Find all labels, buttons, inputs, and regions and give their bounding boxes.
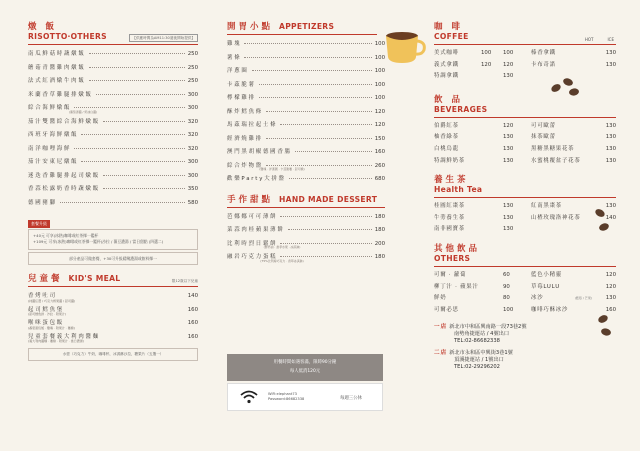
item-price: 80 <box>503 295 510 302</box>
item-price: 120 <box>605 283 616 290</box>
upgrade-box <box>28 229 198 249</box>
item-description: (雞塊 · 洋蔥圈 · 卡茲脆薯 · 起司條) <box>259 167 305 171</box>
notice-line: 每人低消120元 <box>289 369 321 374</box>
right-item <box>525 146 616 156</box>
left-item <box>434 158 525 168</box>
item-price: 130 <box>503 226 514 233</box>
item-price: 100 <box>374 68 385 74</box>
drink-row <box>434 270 616 282</box>
risotto-title-en: RISOTTO‧OTHERS <box>28 32 107 41</box>
dot-leader <box>89 53 185 54</box>
item-price: 300 <box>187 172 198 179</box>
beverages-list <box>434 121 616 167</box>
menu-item <box>28 156 198 170</box>
item-name: 特調拿鐵 <box>434 73 459 80</box>
item-name: 可可歐蕾 <box>531 122 556 129</box>
price-ice: 120 <box>503 61 514 68</box>
drink-row <box>434 305 616 317</box>
kids-title-en: KID'S MEAL <box>68 274 121 284</box>
item-name: 桂圓紅棗茶 <box>434 203 465 210</box>
menu-item <box>227 173 385 187</box>
appetizer-list <box>227 38 385 187</box>
item-name: 可爾 · 蘿蔔 <box>434 271 467 278</box>
menu-item <box>227 133 385 147</box>
item-name: 冰沙 <box>531 295 544 302</box>
wifi-password: Password:86682338 <box>268 397 305 401</box>
section-header-coffee <box>434 22 616 42</box>
item-name: 蘑菇青醬雞肉燉飯 <box>28 64 86 71</box>
left-item <box>434 73 525 83</box>
risotto-title-zh: 燉 飯 <box>28 22 57 32</box>
price-hot: 120 <box>481 61 492 68</box>
price-ice: 130 <box>503 73 514 80</box>
item-price: 320 <box>187 118 198 125</box>
item-name: 柳丁汁 · 蘋果汁 <box>434 283 479 290</box>
upgrade-footer: 部分產品可做套餐，+30可升級精緻濃湯或飲料擇一 <box>28 252 198 266</box>
item-price: 350 <box>187 186 198 193</box>
dot-leader <box>81 134 184 135</box>
price-ice: 100 <box>503 50 514 56</box>
drink-row <box>434 132 616 144</box>
ice-label: ICE <box>607 37 614 42</box>
coffee-row <box>434 48 616 60</box>
health-title-zh: 養生茶 <box>434 175 469 186</box>
dot-leader <box>81 161 184 162</box>
item-price: 120 <box>605 271 616 278</box>
item-name: 可爾必思 <box>434 306 459 313</box>
dot-leader <box>259 97 372 98</box>
item-name: 咖啡巧酥冰沙 <box>531 306 569 313</box>
dessert-title-en: HAND MADE DESSERT <box>279 194 378 204</box>
risotto-note: 【供應時間為AM11:30過後開始提供】 <box>129 34 198 42</box>
item-price: 250 <box>187 64 198 71</box>
menu-item <box>227 38 385 52</box>
item-name: 歡樂Party大拼盤 <box>227 176 286 183</box>
item-price: 180 <box>374 213 385 220</box>
item-price: 160 <box>605 306 616 313</box>
dot-leader <box>295 151 372 152</box>
beverages-title-en: BEVERAGES <box>434 104 488 114</box>
coffee-title-zh: 咖 啡 <box>434 22 463 32</box>
item-price: 100 <box>503 306 514 313</box>
wifi-icon <box>240 390 258 404</box>
left-item <box>434 295 525 305</box>
notice-box <box>227 354 383 381</box>
item-price: 100 <box>374 81 385 88</box>
item-name: 抹茶歐蕾 <box>531 134 556 141</box>
coffee-title-en: COFFEE <box>434 32 469 41</box>
upgrade-line: +40元 可享(冰熱)咖啡或紅茶擇一鑑杯 <box>33 233 99 239</box>
left-item <box>434 215 525 225</box>
dot-leader <box>280 124 371 125</box>
item-price: 320 <box>187 145 198 152</box>
item-price: 90 <box>503 283 510 290</box>
dot-leader <box>280 243 371 244</box>
menu-item <box>28 48 198 62</box>
dot-leader <box>103 121 185 122</box>
item-name: 南瓜鮮菇時蔬燉飯 <box>28 51 86 57</box>
risotto-list <box>28 48 198 210</box>
item-name: 美式咖啡 <box>434 50 459 56</box>
section-header-risotto <box>28 22 198 42</box>
item-price: 300 <box>187 91 198 98</box>
section-header-appetizers <box>227 22 385 32</box>
item-name: 洋蔥圈 <box>227 68 249 74</box>
beverages-title-zh: 飲 品 <box>434 94 463 105</box>
dessert-list <box>227 211 385 263</box>
item-price: 130 <box>605 134 616 141</box>
divider <box>434 266 616 267</box>
item-price: 250 <box>187 51 198 57</box>
section-header-dessert <box>227 195 385 205</box>
menu-item <box>227 65 385 79</box>
item-name: 白桃烏龍 <box>434 145 459 152</box>
item-name: 米蘭香草雞腿排燉飯 <box>28 91 93 98</box>
item-price: 580 <box>187 199 198 206</box>
menu-item <box>227 146 385 160</box>
item-name: 水蜜桃覆盆子花茶 <box>531 157 581 164</box>
item-name: 南非國寶茶 <box>434 226 465 233</box>
right-item <box>525 272 616 282</box>
item-price: 130 <box>605 157 616 164</box>
right-item <box>525 123 616 133</box>
item-price: 140 <box>605 214 616 221</box>
left-item <box>434 146 525 156</box>
others-title-en: OTHERS <box>434 253 471 263</box>
item-name: 草莓LULU <box>531 283 560 290</box>
left-item <box>434 123 525 133</box>
section-header-beverages <box>434 95 616 115</box>
menu-item <box>28 129 198 143</box>
divider <box>227 207 385 208</box>
item-price: 200 <box>374 240 385 247</box>
dot-leader <box>266 165 372 166</box>
item-name: 藍色小精靈 <box>531 271 562 278</box>
menu-item <box>227 52 385 66</box>
item-name: 西班牙海鮮燉飯 <box>28 132 79 139</box>
divider <box>434 44 616 45</box>
others-list <box>434 270 616 316</box>
menu-item <box>28 62 198 76</box>
shop-phone: TEL:02-29296202 <box>454 364 500 371</box>
others-title-zh: 其他飲品 <box>434 243 481 254</box>
shop-address: 新北市永和區中興街3巷1號 <box>449 350 513 357</box>
item-name: 雞塊 <box>227 41 242 47</box>
item-name: 喉咪蛋包飯 <box>28 320 64 327</box>
menu-item <box>227 224 385 238</box>
column-appetizers-dessert <box>227 22 385 265</box>
left-item <box>434 203 525 213</box>
left-item <box>434 284 525 294</box>
item-price: 680 <box>374 176 385 183</box>
item-name: 南洋咖哩海鮮 <box>28 145 72 152</box>
dot-leader <box>74 148 185 149</box>
left-item <box>434 272 525 282</box>
item-name: 卡茲脆薯 <box>227 81 256 88</box>
item-name: 迷迭香雞腿排起司燉飯 <box>28 172 100 179</box>
item-name: 黑糖黑糖果花茶 <box>531 145 575 152</box>
wifi-info <box>268 392 304 402</box>
appetizers-title-zh: 開胃小點 <box>227 22 274 32</box>
menu-item <box>28 197 198 211</box>
item-price: 160 <box>187 333 198 340</box>
coffee-col-headers <box>585 37 616 42</box>
item-name: 義式拿鐵 <box>434 61 459 68</box>
item-price: 120 <box>374 122 385 128</box>
item-name: 香烤吐司 <box>28 293 57 300</box>
right-item <box>525 134 616 144</box>
item-price: 160 <box>187 320 198 327</box>
item-price: 100 <box>374 41 385 47</box>
left-item <box>434 50 525 60</box>
dessert-title-zh: 手作甜點 <box>227 194 274 205</box>
section-header-others <box>434 244 616 264</box>
item-name: 香蒜松露奶香時蔬燉飯 <box>28 186 100 193</box>
item-name: 起司鱈魚堡 <box>28 306 64 313</box>
dot-leader <box>280 256 371 257</box>
drink-row <box>434 282 616 294</box>
item-price: 180 <box>374 227 385 234</box>
shop-phone: TEL:02-86682338 <box>454 338 500 345</box>
item-price: 260 <box>374 162 385 169</box>
menu-item <box>28 89 198 103</box>
right-item <box>525 158 616 168</box>
drink-row <box>434 201 616 213</box>
notice-line: 用餐時間如遇客滿，限時90分鐘 <box>273 360 337 365</box>
item-name: 法式紅酒燉牛肉飯 <box>28 78 86 84</box>
wifi-ssid: WiFi:elephant73 <box>268 392 297 396</box>
left-item <box>434 134 525 144</box>
divider <box>434 117 616 118</box>
item-name: 經濟燒雞排 <box>227 135 263 142</box>
drink-row <box>434 224 616 236</box>
dot-leader <box>74 107 185 108</box>
item-name: 澳門黑胡椒德國香腸 <box>227 149 292 155</box>
coffee-row <box>434 60 616 72</box>
kids-note: 限12歲以下兒童 <box>171 279 198 284</box>
item-description: (75%比利時巧克力 · 香草冰淇淋) <box>260 258 304 263</box>
item-price: 100 <box>374 95 385 101</box>
dot-leader <box>259 84 372 85</box>
hot-label: HOT <box>584 37 594 42</box>
menu-item <box>28 170 198 184</box>
dot-leader <box>244 57 371 58</box>
dot-leader <box>289 178 372 179</box>
item-name: 比利時烈日鬆餅 <box>227 240 278 247</box>
shop-block <box>434 324 616 345</box>
kids-list <box>28 290 198 344</box>
column-risotto-kids <box>28 22 198 361</box>
price-hot <box>572 50 594 60</box>
item-price: 320 <box>187 132 198 139</box>
item-price: 130 <box>605 203 616 210</box>
menu-item <box>227 92 385 106</box>
dot-leader <box>60 202 185 203</box>
left-item <box>434 307 525 317</box>
dot-leader <box>96 94 185 95</box>
shop-tag: 一店 <box>434 324 448 331</box>
item-name: 山楂玫瑰洛神花茶 <box>531 214 581 221</box>
item-description: (蕃茄清醬 / 奶油白醬) <box>68 109 98 114</box>
item-description: (番茄蛋包飯 · 雞塊 · 附果汁 · 薯條) <box>28 325 75 330</box>
item-price: 150 <box>374 135 385 142</box>
dot-leader <box>103 175 185 176</box>
item-description: (起司鱈魚排 · 沙拉 · 附果汁) <box>28 312 67 317</box>
item-price: 300 <box>187 105 198 111</box>
dot-leader <box>288 229 372 230</box>
dot-leader <box>89 80 185 81</box>
item-description: (鮮奶油 · 當季水果 · 冰淇淋) <box>263 245 301 250</box>
upgrade-title: 套餐升級 <box>28 220 50 228</box>
item-price: 130 <box>503 214 514 221</box>
item-name: 伯爵紅茶 <box>434 122 459 129</box>
coffee-cup-icon <box>380 27 428 67</box>
drink-row <box>434 156 616 168</box>
item-price: 130 <box>503 145 514 152</box>
coffee-list <box>434 48 616 83</box>
menu-item <box>28 183 198 197</box>
item-name: 茄汁雙醬綜合海鮮燉飯 <box>28 118 100 125</box>
item-name: 鮮奶 <box>434 295 447 302</box>
item-name: 茄汁安東尼燉飯 <box>28 159 79 166</box>
item-name: 兒童套餐義大利肉醬麵 <box>28 333 100 340</box>
drink-row <box>434 213 616 225</box>
item-name: 酥炸鱈魚條 <box>227 108 263 115</box>
divider <box>227 34 377 35</box>
column-drinks <box>434 22 616 376</box>
item-description: (抹醬任選 / 巧克力榛果醬 / 起司醬) <box>28 298 76 303</box>
dot-leader <box>244 43 371 44</box>
item-name: 柚香綠茶 <box>434 134 459 141</box>
item-price: 300 <box>187 159 198 166</box>
price-ice: 130 <box>605 50 616 56</box>
item-name: 融岩巧克力蛋糕 <box>227 254 278 261</box>
dot-leader <box>280 216 371 217</box>
section-header-kids <box>28 274 198 284</box>
item-name: 芭娜娜可可薄餅 <box>227 213 278 220</box>
coffee-beans-icon <box>594 310 614 340</box>
item-price: 130 <box>605 145 616 152</box>
divider <box>28 286 198 287</box>
drink-row <box>434 293 616 305</box>
menu-item <box>28 75 198 89</box>
item-name: 檸檬雞排 <box>227 95 256 101</box>
item-price: 100 <box>374 54 385 61</box>
item-description: (義大利肉醬麵 · 薯條 · 附果汁 · 當日濃湯) <box>28 339 84 344</box>
price-hot: 100 <box>481 50 492 56</box>
shop-tag: 二店 <box>434 350 448 357</box>
item-description: (藍莓 / 芒果) <box>574 296 592 301</box>
item-price: 130 <box>605 122 616 129</box>
wifi-box <box>227 383 383 411</box>
item-name <box>531 226 594 236</box>
item-price: 60 <box>503 271 510 278</box>
shop-transit: 頂溪捷運站 / 1號出口 <box>454 357 504 364</box>
health-title-en: Health Tea <box>434 185 483 195</box>
right-item <box>525 295 616 305</box>
item-price: 160 <box>187 306 198 313</box>
menu-item <box>227 211 385 225</box>
appetizers-title-en: APPETIZERS <box>279 22 335 31</box>
price-ice: 130 <box>605 61 616 68</box>
health-list <box>434 201 616 236</box>
item-price: 160 <box>374 149 385 155</box>
dot-leader <box>89 67 185 68</box>
item-price: 180 <box>374 254 385 261</box>
item-price: 120 <box>374 108 385 115</box>
section-header-health <box>434 175 616 195</box>
menu-item <box>227 79 385 93</box>
item-price: 130 <box>605 295 616 302</box>
item-name: 薯條 <box>227 54 242 61</box>
shop-address: 新北市中和區興南路一段73巷2號 <box>449 324 527 331</box>
item-name: 馬茲瑞拉起士條 <box>227 122 278 128</box>
dot-leader <box>266 138 372 139</box>
menu-item <box>227 119 385 133</box>
shop-block <box>434 350 616 371</box>
item-price: 130 <box>503 157 514 164</box>
item-price: 130 <box>503 203 514 210</box>
right-item <box>525 62 616 72</box>
shop-transit: 南勢角捷運站 / 4號出口 <box>454 331 510 338</box>
left-item <box>434 226 525 236</box>
menu-item <box>28 143 198 157</box>
item-name: 德國豬腳 <box>28 199 57 206</box>
item-name: 卡布奇諾 <box>531 61 556 68</box>
drink-row <box>434 121 616 133</box>
coffee-beans-icon <box>548 74 582 98</box>
item-price: 250 <box>187 78 198 84</box>
coffee-row <box>434 71 616 83</box>
item-price: 130 <box>503 134 514 141</box>
dot-leader <box>252 70 372 71</box>
item-name: 牛蒡養生茶 <box>434 214 465 221</box>
item-name: 特調鮮奶茶 <box>434 157 465 164</box>
item-name: 綜合炸物盤 <box>227 162 263 169</box>
price-hot <box>481 73 503 83</box>
left-item <box>434 62 525 72</box>
closed-day: 每週三公休 <box>340 396 362 401</box>
item-price: 120 <box>503 122 514 129</box>
right-item <box>525 50 616 60</box>
divider <box>434 197 616 198</box>
item-price: 140 <box>187 293 198 300</box>
item-name: 綜合海鮮燉飯 <box>28 105 72 111</box>
kids-title-zh: 兒童餐 <box>28 274 63 285</box>
divider <box>28 44 198 45</box>
menu-item <box>227 106 385 120</box>
item-name: 紅南黑棗茶 <box>531 203 562 210</box>
item-name: 榛香拿鐵 <box>531 50 556 56</box>
right-item <box>525 284 616 294</box>
dot-leader <box>103 188 185 189</box>
coffee-beans-icon <box>592 205 612 235</box>
dot-leader <box>266 111 372 112</box>
drink-row <box>434 144 616 156</box>
item-name: 菜蒜肉桂蘋果薄餅 <box>227 227 285 234</box>
kids-footer: 水壺（巧克力）牛奶，咖啡杯，冰淇淋沙拉，糖果片（五選一） <box>28 348 198 361</box>
price-hot <box>572 62 594 72</box>
price-ice <box>594 73 616 83</box>
menu-item <box>28 116 198 130</box>
upgrade-line: +109元 可享(冰熱)咖啡或紅茶擇一鑑杯(沙拉 / 蕃豆濃湯 / 當日甜點 (四選二) <box>33 239 164 245</box>
shop-info <box>434 324 616 371</box>
